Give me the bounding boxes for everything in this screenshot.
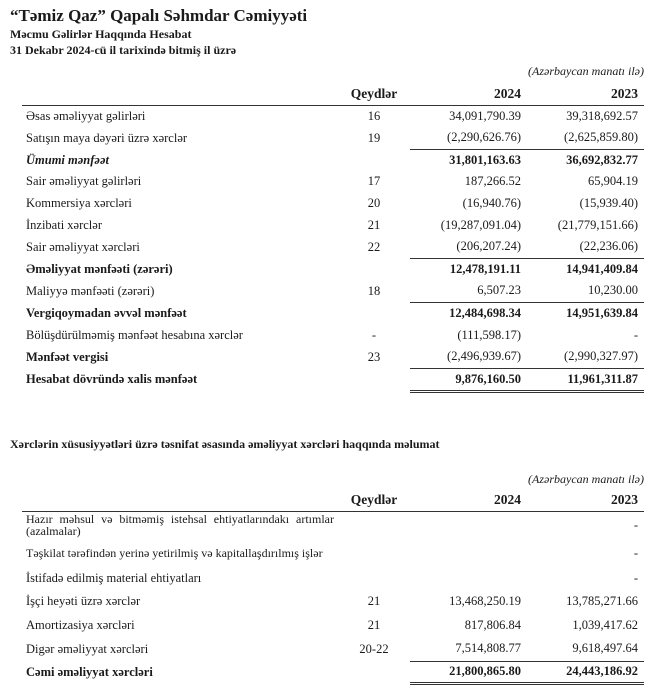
row-label: Vergiqoymadan əvvəl mənfəət (26, 305, 187, 320)
row-value-2024: 12,478,191.11 (410, 258, 527, 280)
row-label: Kommersiya xərcləri (26, 195, 132, 210)
row-label: Satışın maya dəyəri üzrə xərclər (26, 130, 188, 145)
row-note: 17 (367, 174, 381, 188)
row-value-2023: (15,939.40) (579, 195, 638, 210)
row-label: Mənfəət vergisi (26, 349, 109, 364)
row-value-2024: 12,484,698.34 (410, 302, 527, 324)
row-value-2023: 9,618,497.64 (572, 641, 638, 656)
row-label: Amortizasiya xərcləri (26, 617, 135, 632)
header-label-cell (22, 83, 340, 105)
year-2023-header: 2023 (527, 489, 644, 511)
row-value-2024 (410, 567, 527, 589)
row-value-2024: 31,801,163.63 (410, 149, 527, 171)
row-label: Təşkilat tərəfindən yerinə yetirilmiş və kapitallaşdırılmış işlər (26, 546, 323, 560)
row-value-2024: 6,507.23 (477, 283, 521, 298)
row-label: Maliyyə mənfəəti (zərəri) (26, 283, 155, 298)
row-value-2023: 13,785,271.66 (566, 593, 638, 608)
row-label: Digər əməliyyat xərcləri (26, 641, 149, 656)
row-value-2024: (111,598.17) (457, 327, 521, 342)
row-note (340, 567, 410, 589)
row-value-2024: (16,940.76) (462, 195, 521, 210)
row-note (340, 661, 410, 683)
row-note (340, 511, 410, 539)
table-row (22, 236, 644, 258)
row-value-2023: 1,039,417.62 (572, 617, 638, 632)
row-value-2023: - (633, 545, 638, 560)
row-note: 19 (367, 130, 381, 145)
row-label: Sair əməliyyat gəlirləri (26, 174, 142, 188)
row-value-2023: 24,443,186.92 (527, 661, 644, 683)
company-title: “Təmiz Qaz” Qapalı Səhmdar Cəmiyyəti (10, 6, 308, 25)
income-statement-table (22, 83, 644, 393)
header-label-cell (22, 489, 340, 511)
row-note: 21 (367, 617, 381, 632)
row-value-2023: 39,318,692.57 (566, 108, 638, 123)
table-row-total (22, 368, 644, 391)
row-label: Cəmi əməliyyat xərcləri (26, 664, 153, 679)
table-row (22, 192, 644, 214)
row-value-2023: 65,904.19 (588, 174, 638, 188)
year-2024-header: 2024 (410, 83, 527, 105)
table-header-row (22, 489, 644, 511)
row-label: Hazır məhsul və bitməmiş istehsal ehtiyatlarındakı artımlar (azalmalar) (26, 512, 334, 539)
report-period: 31 Dekabr 2024-cü il tarixində bitmiş il üzrə (10, 43, 237, 57)
row-value-2023: 11,961,311.87 (527, 368, 644, 391)
row-value-2024 (410, 539, 527, 567)
row-label: İstifadə edilmiş material ehtiyatları (26, 570, 202, 585)
row-note (340, 149, 410, 171)
table-header-row (22, 83, 644, 105)
row-value-2023: 10,230.00 (588, 283, 638, 298)
table-row-subtotal (22, 302, 644, 324)
row-label: Ümumi mənfəət (26, 152, 109, 167)
row-value-2023: 36,692,832.77 (527, 149, 644, 171)
row-note: 21 (367, 593, 381, 608)
table-row-subtotal (22, 149, 644, 171)
table-row (22, 589, 644, 613)
row-value-2023: 14,951,639.84 (527, 302, 644, 324)
table-row (22, 567, 644, 589)
currency-note-2: (Azərbaycan manatı ilə) (528, 472, 644, 486)
row-note (340, 302, 410, 324)
table-row-total (22, 661, 644, 683)
notes-column-header: Qeydlər (340, 489, 410, 511)
row-label: Hesabat dövründə xalis mənfəət (26, 372, 198, 386)
row-note: 16 (367, 108, 381, 123)
row-value-2023: (2,625,859.80) (564, 130, 638, 145)
row-note: 18 (367, 283, 381, 298)
row-note (340, 368, 410, 391)
row-value-2023: (21,779,151.66) (557, 217, 638, 232)
row-note (340, 258, 410, 280)
year-2023-header: 2023 (527, 83, 644, 105)
table-row (22, 613, 644, 637)
row-value-2024: 187,266.52 (464, 174, 521, 188)
row-value-2023: - (633, 327, 638, 342)
row-note: 22 (367, 239, 381, 254)
table-row (22, 214, 644, 236)
row-label: Bölüşdürülməmiş mənfəət hesabına xərclər (26, 327, 243, 342)
table-row (22, 324, 644, 346)
row-value-2023: (2,990,327.97) (564, 349, 638, 364)
table-row (22, 539, 644, 567)
table-row (22, 511, 644, 539)
row-value-2024: 21,800,865.80 (410, 661, 527, 683)
section-title: Xərclərin xüsusiyyətləri üzrə təsnifat əsasında əməliyyat xərcləri haqqında məlumat (10, 437, 440, 451)
row-value-2024: (2,496,939.67) (447, 349, 521, 364)
table-row (22, 127, 644, 149)
notes-column-header: Qeydlər (340, 83, 410, 105)
row-value-2024 (410, 511, 527, 539)
row-note: 21 (367, 217, 381, 232)
row-value-2023: - (633, 517, 638, 532)
row-label: Əməliyyat mənfəəti (zərəri) (26, 261, 173, 276)
row-value-2024: 13,468,250.19 (449, 593, 521, 608)
row-value-2024: 7,514,808.77 (455, 641, 521, 656)
table-row (22, 171, 644, 192)
table-row (22, 346, 644, 368)
row-note: 20 (367, 195, 381, 210)
row-note: - (371, 327, 377, 342)
row-label: Sair əməliyyat xərcləri (26, 239, 140, 254)
table-row (22, 637, 644, 661)
row-value-2024: (206,207.24) (456, 239, 521, 254)
row-note: 20-22 (359, 641, 389, 656)
row-value-2023: 14,941,409.84 (527, 258, 644, 280)
row-label: İnzibati xərclər (26, 217, 102, 232)
row-label: Əsas əməliyyat gəlirləri (26, 108, 146, 123)
row-note: 23 (367, 349, 381, 364)
table-row (22, 105, 644, 127)
row-label: İşçi heyəti üzrə xərclər (26, 593, 141, 608)
table-row-subtotal (22, 258, 644, 280)
row-value-2024: (19,287,091.04) (440, 217, 521, 232)
row-note (340, 539, 410, 567)
operating-expenses-table (22, 489, 644, 685)
row-value-2023: - (633, 570, 638, 585)
row-value-2024: 9,876,160.50 (410, 368, 527, 391)
row-value-2024: 817,806.84 (464, 617, 521, 632)
row-value-2023: (22,236.06) (579, 239, 638, 254)
currency-note-1: (Azərbaycan manatı ilə) (528, 64, 644, 78)
row-value-2024: 34,091,790.39 (449, 108, 521, 123)
row-value-2024: (2,290,626.76) (447, 130, 521, 145)
year-2024-header: 2024 (410, 489, 527, 511)
table-row (22, 280, 644, 302)
report-title: Məcmu Gəlirlər Haqqında Hesabat (10, 27, 192, 41)
